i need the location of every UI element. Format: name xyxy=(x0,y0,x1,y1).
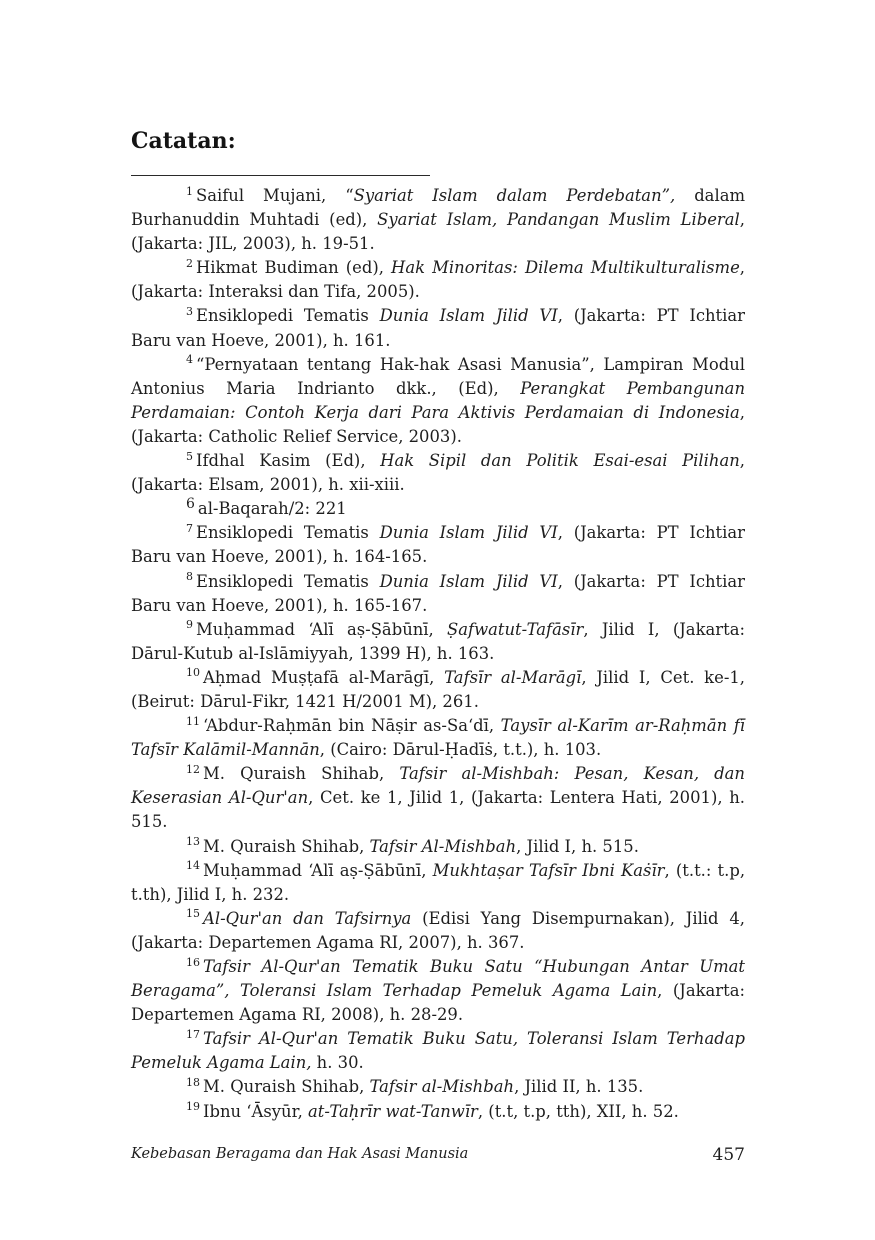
footnote-text: M. Quraish Shihab, xyxy=(203,764,400,784)
footnote-number: 1 xyxy=(186,184,193,198)
footnote-text: , (Jakarta: Interaksi dan Tifa, 2005). xyxy=(131,258,745,302)
footnote-text: M. Quraish Shihab, xyxy=(203,1077,370,1097)
footnote-text: , Jilid I, h. 515. xyxy=(516,836,639,856)
footnote-italic-text: Mukhtaṣar Tafsīr Ibni Kaṡīr xyxy=(432,860,665,880)
footnote-divider xyxy=(131,175,430,176)
footnote-text: , (Jakarta: PT Ichtiar Baru van Hoeve, 2001), h. 161. xyxy=(131,306,745,350)
footnote-text: “Pernyataan tentang Hak-hak Asasi Manusia”, Lampiran Modul Antonius Maria Indrianto dkk., (Ed), xyxy=(131,354,745,398)
footnote-13 xyxy=(131,835,745,859)
footnote-italic-text: Al-Qur'an dan Tafsirnya xyxy=(203,908,412,928)
footnote-italic-text: Dunia Islam Jilid VI xyxy=(379,306,558,326)
footnote-italic-text: Taysīr al-Karīm ar-Raḥmān fī Tafsīr Kalāmil-Mannān xyxy=(131,716,746,760)
footnote-text: (Edisi Yang Disempurnakan), Jilid 4, (Jakarta: Departemen Agama RI, 2007), h. 367. xyxy=(131,908,745,952)
footnote-italic-text: Tafsīr al-Marāgī xyxy=(444,667,582,687)
footnote-text: Ensiklopedi Tematis xyxy=(196,523,380,543)
footnote-italic-text: Syariat Islam, Pandangan Muslim Liberal xyxy=(377,210,740,230)
footnote-text: Hikmat Budiman (ed), xyxy=(196,258,392,278)
footnote-text: , Cet. ke 1, Jilid 1, (Jakarta: Lentera Hati, 2001), h. 515. xyxy=(131,788,745,832)
footnote-number: 5 xyxy=(186,449,193,463)
footnote-number: 15 xyxy=(186,907,200,921)
footnote-italic-text: Hak Minoritas: Dilema Multikulturalisme xyxy=(391,258,740,278)
footnote-number: 6 xyxy=(186,495,195,512)
footnote-italic-text: Tafsir Al-Qur'an Tematik Buku Satu, Toleransi Islam Terhadap Pemeluk Agama Lain, xyxy=(131,1029,745,1073)
footnote-italic-text: Syariat Islam dalam Perdebatan”, xyxy=(353,186,676,205)
footnote-text: , (Jakarta: PT Ichtiar Baru van Hoeve, 2001), h. 165-167. xyxy=(131,571,745,615)
footnote-number: 16 xyxy=(186,955,200,969)
page-title: Catatan: xyxy=(131,128,236,154)
footnote-text: h. 30. xyxy=(311,1053,364,1073)
footnote-number: 4 xyxy=(186,353,193,367)
footnote-text: , (Jakarta: JIL, 2003), h. 19-51. xyxy=(131,210,745,254)
footnote-6 xyxy=(131,497,745,521)
footnote-text: Ifdhal Kasim (Ed), xyxy=(196,451,381,471)
footnote-12 xyxy=(131,762,745,834)
footnote-14 xyxy=(131,859,745,907)
footnote-number: 10 xyxy=(186,666,200,680)
footnote-text: , Jilid I, (Jakarta: Dārul-Kutub al-Islāmiyyah, 1399 H), h. 163. xyxy=(131,619,745,663)
footnote-number: 19 xyxy=(186,1100,200,1114)
footnote-text: Aḥmad Muṣṭafā al-Marāgī, xyxy=(203,667,445,687)
footnote-4 xyxy=(131,353,745,449)
footnote-number: 2 xyxy=(186,256,193,270)
footnote-number: 11 xyxy=(186,714,200,728)
footnote-italic-text: Tafsir Al-Qur'an Tematik Buku Satu “Hubungan Antar Umat Beragama”, Toleransi Islam Terhadap Pemeluk Agama Lain xyxy=(131,957,745,1001)
footnote-italic-text: Ṣafwatut-Tafāsīr xyxy=(447,619,584,639)
footnote-italic-text: Tafsir Al-Mishbah xyxy=(369,836,517,856)
footnote-number: 9 xyxy=(186,618,193,632)
footnote-italic-text: Dunia Islam Jilid VI xyxy=(379,523,558,543)
footnote-17 xyxy=(131,1027,745,1075)
footnote-text: Saiful Mujani, “ xyxy=(196,186,354,205)
footnote-19 xyxy=(131,1100,745,1124)
footnote-2 xyxy=(131,256,745,304)
footnote-text: , (Jakarta: Elsam, 2001), h. xii-xiii. xyxy=(131,451,745,495)
footnote-18 xyxy=(131,1075,745,1099)
footnote-1 xyxy=(131,184,745,256)
footnote-number: 18 xyxy=(186,1076,200,1089)
footnote-text: , (Cairo: Dārul-Ḥadīṡ, t.t.), h. 103. xyxy=(319,740,602,760)
footnote-number: 14 xyxy=(186,859,200,873)
footnote-16 xyxy=(131,955,745,1027)
footnotes-list xyxy=(131,184,745,1124)
footnote-text: ‘Abdur-Raḥmān bin Nāṣir as-Sa‘dī, xyxy=(203,716,501,736)
footnote-italic-text: Perangkat Pembangunan Perdamaian: Contoh Kerja dari Para Aktivis Perdamaian di Indonesia xyxy=(131,378,745,422)
footnote-text: , (Jakarta: PT Ichtiar Baru van Hoeve, 2001), h. 164-165. xyxy=(131,523,745,567)
footnote-text: , (t.t, t.p, tth), XII, h. 52. xyxy=(477,1101,679,1121)
footnote-text: Ensiklopedi Tematis xyxy=(196,571,380,591)
footnote-text: Muḥammad ‘Alī aṣ-Ṣābūnī, xyxy=(203,860,433,880)
footnote-text: , (Jakarta: Departemen Agama RI, 2008), h. 28-29. xyxy=(131,981,746,1025)
footnote-number: 13 xyxy=(186,835,200,849)
footnote-text: al-Baqarah/2: 221 xyxy=(197,499,347,519)
footnote-15 xyxy=(131,907,745,955)
footnote-text: Muḥammad ‘Alī aṣ-Ṣābūnī, xyxy=(196,619,448,639)
footnote-italic-text: at-Taḥrīr wat-Tanwīr xyxy=(308,1101,478,1121)
footnote-7 xyxy=(131,521,745,569)
footnote-text: dalam Burhanuddin Muhtadi (ed), xyxy=(131,186,746,230)
footnote-text: Ensiklopedi Tematis xyxy=(196,306,380,326)
footnote-11 xyxy=(131,714,745,762)
footnote-9 xyxy=(131,618,745,666)
footnote-text: , Jilid II, h. 135. xyxy=(514,1077,644,1097)
footnote-3 xyxy=(131,304,745,352)
footnote-10 xyxy=(131,666,745,714)
footnote-text: , (Jakarta: Catholic Relief Service, 2003). xyxy=(131,402,745,446)
footnote-italic-text: Tafsir al-Mishbah: Pesan, Kesan, dan Keserasian Al-Qur'an xyxy=(131,764,745,808)
footnote-text: , (t.t.: t.p, t.th), Jilid I, h. 232. xyxy=(131,860,746,904)
footnote-text: Ibnu ‘Āsyūr, xyxy=(203,1101,309,1121)
footnote-8 xyxy=(131,570,745,618)
footnote-number: 17 xyxy=(186,1027,200,1041)
footnote-italic-text: Dunia Islam Jilid VI xyxy=(379,571,558,591)
footnote-text: M. Quraish Shihab, xyxy=(203,836,370,856)
footnote-5 xyxy=(131,449,745,497)
footnote-italic-text: Tafsir al-Mishbah xyxy=(369,1077,515,1097)
footnote-number: 3 xyxy=(186,305,193,318)
page-number: 457 xyxy=(712,1145,745,1165)
running-footer-title: Kebebasan Beragama dan Hak Asasi Manusia xyxy=(131,1146,469,1162)
footnote-number: 12 xyxy=(186,762,200,776)
footnote-number: 8 xyxy=(186,570,193,584)
footnote-text: , Jilid I, Cet. ke-1, (Beirut: Dārul-Fikr, 1421 H/2001 M), 261. xyxy=(131,667,745,711)
footnote-italic-text: Hak Sipil dan Politik Esai-esai Pilihan xyxy=(380,451,740,471)
footnote-number: 7 xyxy=(186,521,193,535)
